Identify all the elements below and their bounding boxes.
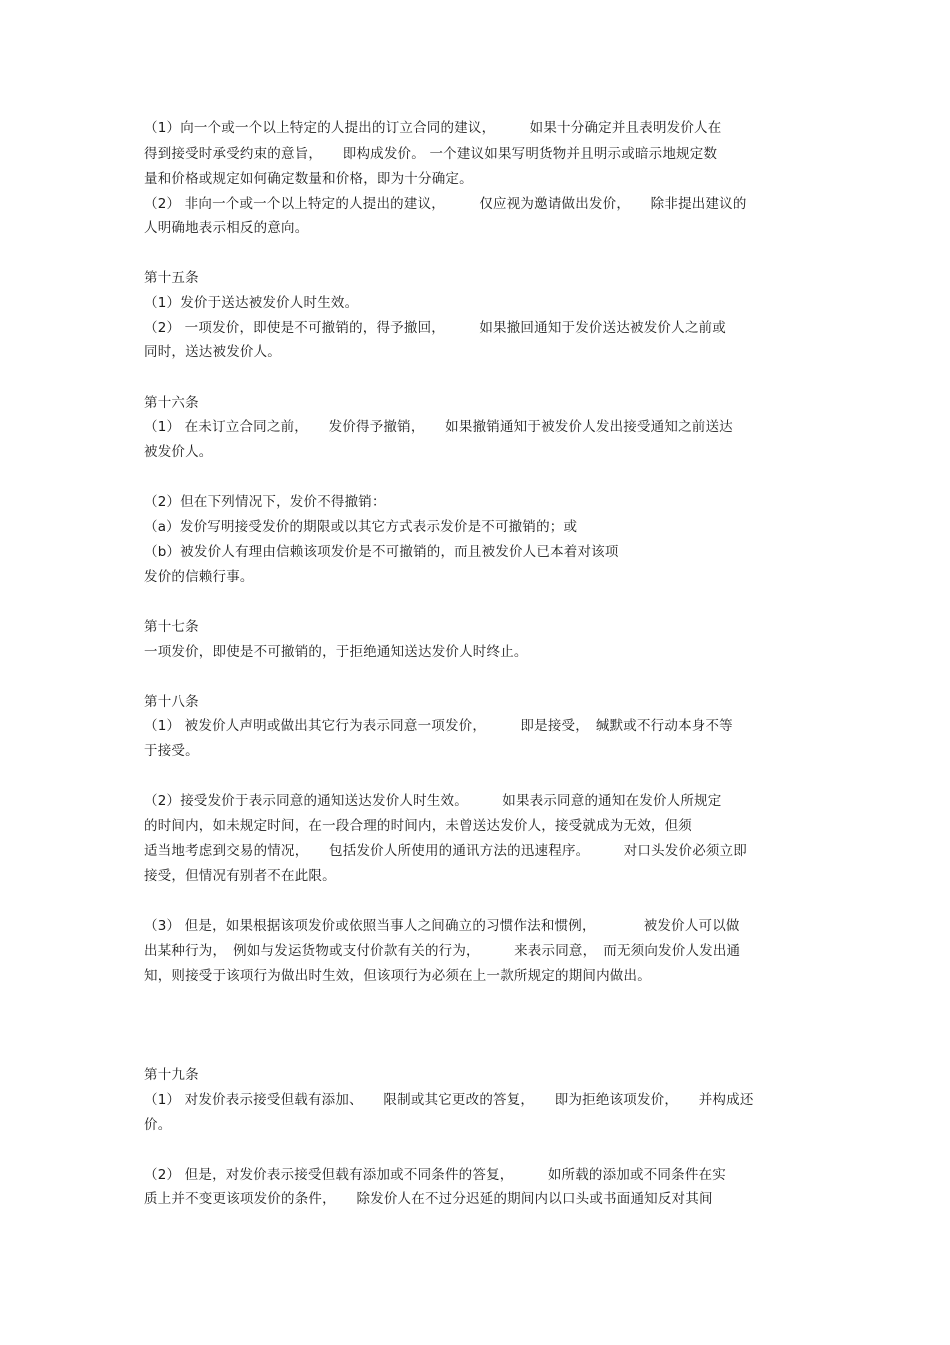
text-line: （2） 非向一个或一个以上特定的人提出的建议， 仅应视为邀请做出发价， 除非提出建议的 [144, 196, 747, 212]
text-line: 价。 [144, 1117, 172, 1133]
text-line: 一项发价，即使是不可撤销的，于拒绝通知送达发价人时终止。 [144, 644, 528, 660]
text-line: （1） 在未订立合同之前， 发价得予撤销， 如果撤销通知于被发价人发出接受通知之前送达 [144, 419, 733, 435]
text-line: （1）发价于送达被发价人时生效。 [144, 295, 359, 311]
article-heading: 第十八条 [144, 694, 199, 710]
text-line: 于接受。 [144, 743, 199, 759]
text-line: 被发价人。 [144, 444, 213, 460]
article-heading: 第十五条 [144, 270, 199, 286]
text-line: （1） 被发价人声明或做出其它行为表示同意一项发价， 即是接受， 缄默或不行动本身不等 [144, 718, 733, 734]
text-line: （a）发价写明接受发价的期限或以其它方式表示发价是不可撤销的；或 [144, 519, 578, 535]
text-line: （b）被发价人有理由信赖该项发价是不可撤销的，而且被发价人已本着对该项 [144, 544, 619, 560]
text-line: 发价的信赖行事。 [144, 569, 254, 585]
text-line: 接受，但情况有别者不在此限。 [144, 868, 336, 884]
text-line: （2） 一项发价，即使是不可撤销的，得予撤回， 如果撤回通知于发价送达被发价人之前或 [144, 320, 726, 336]
article-heading: 第十九条 [144, 1067, 199, 1083]
article-heading: 第十七条 [144, 619, 199, 635]
text-line: 量和价格或规定如何确定数量和价格，即为十分确定。 [144, 171, 473, 187]
text-line: （2）接受发价于表示同意的通知送达发价人时生效。 如果表示同意的通知在发价人所规定 [144, 793, 722, 809]
text-line: （1）向一个或一个以上特定的人提出的订立合同的建议， 如果十分确定并且表明发价人在 [144, 120, 722, 136]
text-line: 得到接受时承受约束的意旨， 即构成发价。 一个建议如果写明货物并且明示或暗示地规定数 [144, 146, 718, 162]
text-line: （2） 但是，对发价表示接受但载有添加或不同条件的答复， 如所载的添加或不同条件在实 [144, 1167, 726, 1183]
text-line: 的时间内，如未规定时间，在一段合理的时间内，未曾送达发价人，接受就成为无效，但须 [144, 818, 692, 834]
text-line: （1） 对发价表示接受但载有添加、 限制或其它更改的答复， 即为拒绝该项发价， 并构成还 [144, 1092, 754, 1108]
text-line: 出某种行为， 例如与发运货物或支付价款有关的行为， 来表示同意， 而无须向发价人发出通 [144, 943, 741, 959]
text-line: （2）但在下列情况下，发价不得撤销： [144, 494, 386, 510]
text-line: （3） 但是，如果根据该项发价或依照当事人之间确立的习惯作法和惯例， 被发价人可以做 [144, 918, 740, 934]
text-line: 人明确地表示相反的意向。 [144, 220, 309, 236]
text-line: 同时，送达被发价人。 [144, 344, 281, 360]
text-line: 适当地考虑到交易的情况， 包括发价人所使用的通讯方法的迅速程序。 对口头发价必须立即 [144, 843, 747, 859]
article-heading: 第十六条 [144, 395, 199, 411]
text-line: 知，则接受于该项行为做出时生效，但该项行为必须在上一款所规定的期间内做出。 [144, 968, 651, 984]
text-line: 质上并不变更该项发价的条件， 除发价人在不过分迟延的期间内以口头或书面通知反对其间 [144, 1191, 713, 1207]
